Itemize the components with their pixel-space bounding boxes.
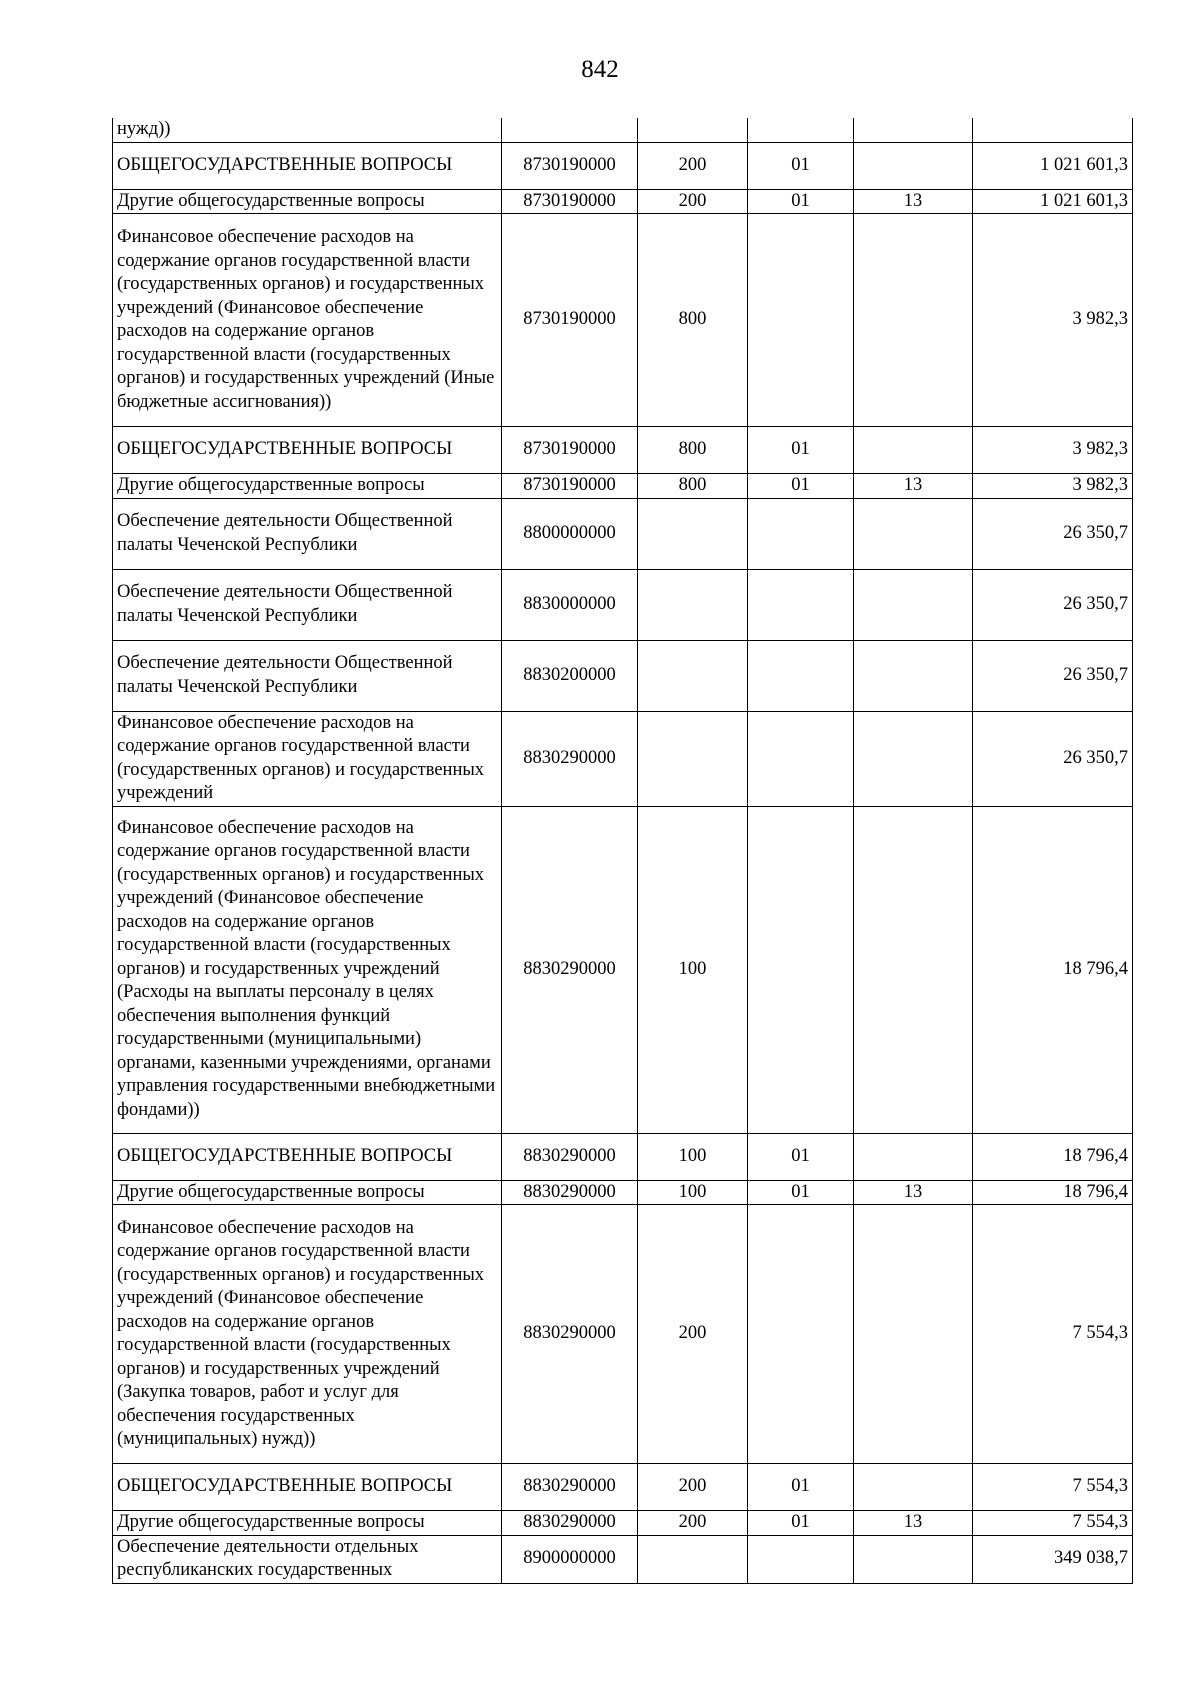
row-amount: 26 350,7 bbox=[973, 640, 1133, 711]
row-code: 8900000000 bbox=[502, 1535, 638, 1583]
table-row bbox=[113, 806, 1133, 1133]
row-section: 01 bbox=[748, 1464, 854, 1511]
row-amount: 3 982,3 bbox=[973, 474, 1133, 499]
row-amount: 18 796,4 bbox=[973, 806, 1133, 1133]
row-subsection: 13 bbox=[854, 189, 973, 214]
row-code bbox=[502, 118, 638, 142]
row-expense-type: 200 bbox=[638, 1205, 748, 1464]
table-row bbox=[113, 474, 1133, 499]
row-amount: 349 038,7 bbox=[973, 1535, 1133, 1583]
row-section: 01 bbox=[748, 1511, 854, 1536]
row-name: Финансовое обеспечение расходов на содержание органов государственной власти (государственных органов) и государственных учреждений (Финансовое обеспечение расходов на содержание органов государственной власти (государственных органов) и государственных учреждений (Расходы на выплаты персоналу в целях обеспечения выполнения функций государственными (муниципальными) органами, казенными учреждениями, органами управления государственными внебюджетными фондами)) bbox=[113, 806, 502, 1133]
table-row bbox=[113, 1464, 1133, 1511]
row-expense-type: 200 bbox=[638, 189, 748, 214]
row-subsection bbox=[854, 214, 973, 427]
row-code: 8730190000 bbox=[502, 214, 638, 427]
row-name: Финансовое обеспечение расходов на содержание органов государственной власти (государственных органов) и государственных учреждений (Финансовое обеспечение расходов на содержание органов государственной власти (государственных органов) и государственных учреждений (Иные бюджетные ассигнования)) bbox=[113, 214, 502, 427]
row-amount: 1 021 601,3 bbox=[973, 189, 1133, 214]
table-row bbox=[113, 1535, 1133, 1583]
row-name: нужд)) bbox=[113, 118, 502, 142]
row-subsection bbox=[854, 806, 973, 1133]
table-row bbox=[113, 118, 1133, 142]
row-section bbox=[748, 1535, 854, 1583]
row-amount: 1 021 601,3 bbox=[973, 142, 1133, 189]
row-section bbox=[748, 214, 854, 427]
row-expense-type: 100 bbox=[638, 1180, 748, 1205]
table-row bbox=[113, 711, 1133, 806]
table-row bbox=[113, 1511, 1133, 1536]
row-name: Другие общегосударственные вопросы bbox=[113, 189, 502, 214]
row-subsection bbox=[854, 569, 973, 640]
row-section: 01 bbox=[748, 189, 854, 214]
row-expense-type: 800 bbox=[638, 474, 748, 499]
row-subsection bbox=[854, 118, 973, 142]
table-row bbox=[113, 569, 1133, 640]
table-row bbox=[113, 214, 1133, 427]
row-code: 8830290000 bbox=[502, 1180, 638, 1205]
row-name: Обеспечение деятельности Общественной палаты Чеченской Республики bbox=[113, 498, 502, 569]
table-row bbox=[113, 1205, 1133, 1464]
row-amount: 18 796,4 bbox=[973, 1180, 1133, 1205]
table-row bbox=[113, 189, 1133, 214]
budget-table-body bbox=[113, 118, 1133, 1583]
row-amount: 7 554,3 bbox=[973, 1464, 1133, 1511]
row-section bbox=[748, 806, 854, 1133]
table-row bbox=[113, 498, 1133, 569]
row-subsection bbox=[854, 1133, 973, 1180]
row-name: ОБЩЕГОСУДАРСТВЕННЫЕ ВОПРОСЫ bbox=[113, 427, 502, 474]
row-section bbox=[748, 640, 854, 711]
row-code: 8830290000 bbox=[502, 1511, 638, 1536]
table-row bbox=[113, 1180, 1133, 1205]
row-name: Финансовое обеспечение расходов на содержание органов государственной власти (государственных органов) и государственных учреждений bbox=[113, 711, 502, 806]
row-expense-type: 800 bbox=[638, 427, 748, 474]
row-amount: 26 350,7 bbox=[973, 498, 1133, 569]
table-row bbox=[113, 640, 1133, 711]
row-amount: 26 350,7 bbox=[973, 711, 1133, 806]
row-subsection bbox=[854, 640, 973, 711]
row-section: 01 bbox=[748, 474, 854, 499]
row-amount: 7 554,3 bbox=[973, 1511, 1133, 1536]
row-name: Другие общегосударственные вопросы bbox=[113, 1511, 502, 1536]
row-name: Другие общегосударственные вопросы bbox=[113, 1180, 502, 1205]
row-amount: 3 982,3 bbox=[973, 427, 1133, 474]
row-code: 8830290000 bbox=[502, 1133, 638, 1180]
page-number: 842 bbox=[581, 56, 619, 83]
row-section bbox=[748, 711, 854, 806]
row-expense-type: 100 bbox=[638, 1133, 748, 1180]
row-name: ОБЩЕГОСУДАРСТВЕННЫЕ ВОПРОСЫ bbox=[113, 142, 502, 189]
budget-table bbox=[112, 118, 1133, 1584]
row-subsection: 13 bbox=[854, 474, 973, 499]
row-name: ОБЩЕГОСУДАРСТВЕННЫЕ ВОПРОСЫ bbox=[113, 1464, 502, 1511]
row-section: 01 bbox=[748, 1180, 854, 1205]
row-section: 01 bbox=[748, 427, 854, 474]
row-amount bbox=[973, 118, 1133, 142]
row-expense-type: 200 bbox=[638, 142, 748, 189]
row-code: 8830290000 bbox=[502, 1464, 638, 1511]
row-subsection bbox=[854, 498, 973, 569]
table-row bbox=[113, 427, 1133, 474]
row-amount: 3 982,3 bbox=[973, 214, 1133, 427]
row-section: 01 bbox=[748, 142, 854, 189]
row-subsection bbox=[854, 1464, 973, 1511]
row-expense-type bbox=[638, 569, 748, 640]
row-subsection bbox=[854, 711, 973, 806]
row-code: 8730190000 bbox=[502, 189, 638, 214]
row-section bbox=[748, 118, 854, 142]
row-subsection bbox=[854, 1535, 973, 1583]
row-section bbox=[748, 569, 854, 640]
row-code: 8730190000 bbox=[502, 142, 638, 189]
row-section bbox=[748, 498, 854, 569]
row-subsection: 13 bbox=[854, 1511, 973, 1536]
row-name: Обеспечение деятельности Общественной палаты Чеченской Республики bbox=[113, 569, 502, 640]
row-expense-type: 800 bbox=[638, 214, 748, 427]
table-row bbox=[113, 142, 1133, 189]
row-section: 01 bbox=[748, 1133, 854, 1180]
row-amount: 26 350,7 bbox=[973, 569, 1133, 640]
row-name: Финансовое обеспечение расходов на содержание органов государственной власти (государственных органов) и государственных учреждений (Финансовое обеспечение расходов на содержание органов государственной власти (государственных органов) и государственных учреждений (Закупка товаров, работ и услуг для обеспечения государственных (муниципальных) нужд)) bbox=[113, 1205, 502, 1464]
row-amount: 7 554,3 bbox=[973, 1205, 1133, 1464]
row-code: 8830290000 bbox=[502, 806, 638, 1133]
row-code: 8800000000 bbox=[502, 498, 638, 569]
row-section bbox=[748, 1205, 854, 1464]
row-expense-type bbox=[638, 498, 748, 569]
row-amount: 18 796,4 bbox=[973, 1133, 1133, 1180]
row-subsection: 13 bbox=[854, 1180, 973, 1205]
row-subsection bbox=[854, 142, 973, 189]
row-code: 8830290000 bbox=[502, 711, 638, 806]
row-expense-type: 200 bbox=[638, 1464, 748, 1511]
row-expense-type bbox=[638, 640, 748, 711]
row-subsection bbox=[854, 1205, 973, 1464]
row-name: Обеспечение деятельности Общественной палаты Чеченской Республики bbox=[113, 640, 502, 711]
row-name: Другие общегосударственные вопросы bbox=[113, 474, 502, 499]
row-code: 8730190000 bbox=[502, 427, 638, 474]
row-name: ОБЩЕГОСУДАРСТВЕННЫЕ ВОПРОСЫ bbox=[113, 1133, 502, 1180]
row-expense-type: 100 bbox=[638, 806, 748, 1133]
row-expense-type bbox=[638, 118, 748, 142]
row-expense-type: 200 bbox=[638, 1511, 748, 1536]
row-code: 8730190000 bbox=[502, 474, 638, 499]
row-name: Обеспечение деятельности отдельных республиканских государственных bbox=[113, 1535, 502, 1583]
row-code: 8830000000 bbox=[502, 569, 638, 640]
table-row bbox=[113, 1133, 1133, 1180]
row-code: 8830290000 bbox=[502, 1205, 638, 1464]
row-expense-type bbox=[638, 1535, 748, 1583]
row-code: 8830200000 bbox=[502, 640, 638, 711]
row-subsection bbox=[854, 427, 973, 474]
row-expense-type bbox=[638, 711, 748, 806]
